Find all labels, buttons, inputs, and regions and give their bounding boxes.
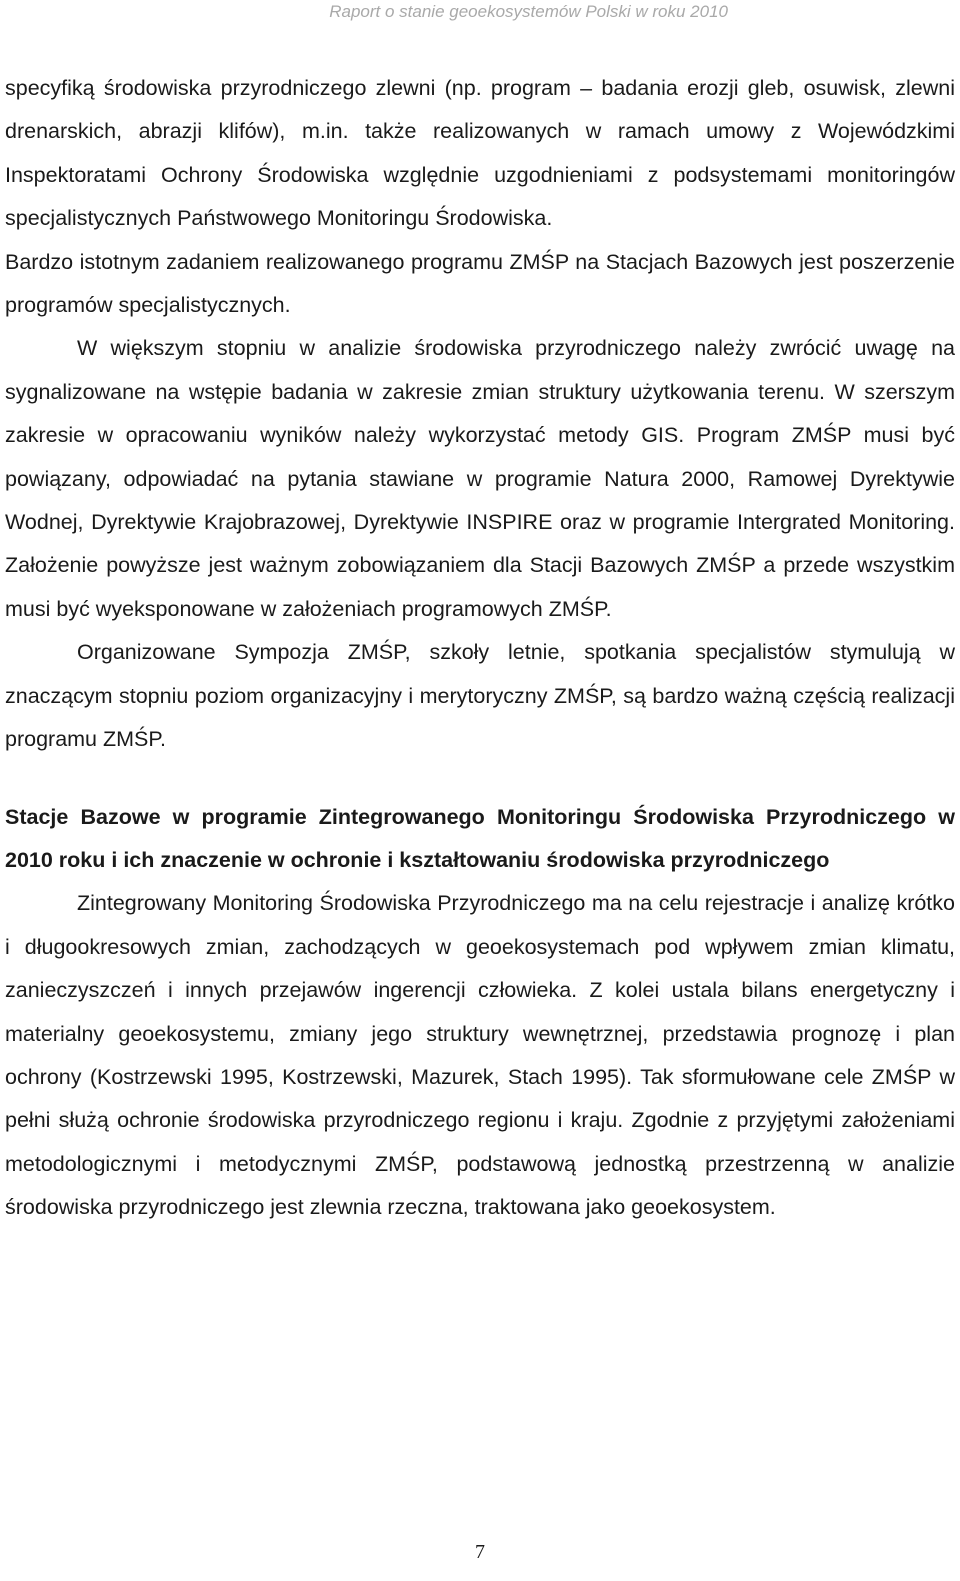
running-header: Raport o stanie geoekosystemów Polski w roku 2010 <box>329 2 728 21</box>
page-number: 7 <box>475 1541 485 1563</box>
section-heading: Stacje Bazowe w programie Zintegrowanego Monitoringu Środowiska Przyrodniczego w 2010 roku i ich znaczenie w ochronie i kształtowaniu środowiska przyrodniczego <box>5 804 955 872</box>
paragraph-symposia: Organizowane Sympozja ZMŚP, szkoły letnie, spotkania specjalistów stymulują w znaczącym stopniu poziom organizacyjny i merytoryczny ZMŚP, są bardzo ważną częścią realizacji programu ZMŚP. <box>5 640 955 752</box>
paragraph-continued: specyfiką środowiska przyrodniczego zlewni (np. program – badania erozji gleb, osuwisk, zlewni drenarskich, abrazji klifów), m.in. także realizowanych w ramach umowy z Wojewódzkimi Inspektoratami Ochrony Środowiska względnie uzgodnieniami z podsystemami monitoringów specjalistycznych Państwowego Monitoringu Środowiska. <box>5 76 955 231</box>
paragraph-specialist-programs: Bardzo istotnym zadaniem realizowanego programu ZMŚP na Stacjach Bazowych jest poszerzenie programów specjalistycznych. <box>5 249 955 318</box>
document-body <box>5 67 955 1230</box>
paragraph-zmsp-goals: Zintegrowany Monitoring Środowiska Przyrodniczego ma na celu rejestracje i analizę krótko i długookresowych zmian, zachodzących w geoekosystemach pod wpływem zmian klimatu, zanieczyszczeń i innych przejawów ingerencji człowieka. Z kolei ustala bilans energetyczny i materialny geoekosystemu, zmiany jego struktury wewnętrznej, przedstawia prognozę i plan ochrony (Kostrzewski 1995, Kostrzewski, Mazurek, Stach 1995). Tak sformułowane cele ZMŚP w pełni służą ochronie środowiska przyrodniczego regionu i kraju. Zgodnie z przyjętymi założeniami metodologicznymi i metodycznymi ZMŚP, podstawową jednostką przestrzenną w analizie środowiska przyrodniczego jest zlewnia rzeczna, traktowana jako geoekosystem. <box>5 891 955 1220</box>
paragraph-gis-analysis: W większym stopniu w analizie środowiska przyrodniczego należy zwrócić uwagę na sygnalizowane na wstępie badania w zakresie zmian struktury użytkowania terenu. W szerszym zakresie w opracowaniu wyników należy wykorzystać metody GIS. Program ZMŚP musi być powiązany, odpowiadać na pytania stawiane w programie Natura 2000, Ramowej Dyrektywie Wodnej, Dyrektywie Krajobrazowej, Dyrektywie INSPIRE oraz w programie Intergrated Monitoring. Założenie powyższe jest ważnym zobowiązaniem dla Stacji Bazowych ZMŚP a przede wszystkim musi być wyeksponowane w założeniach programowych ZMŚP. <box>5 336 955 621</box>
